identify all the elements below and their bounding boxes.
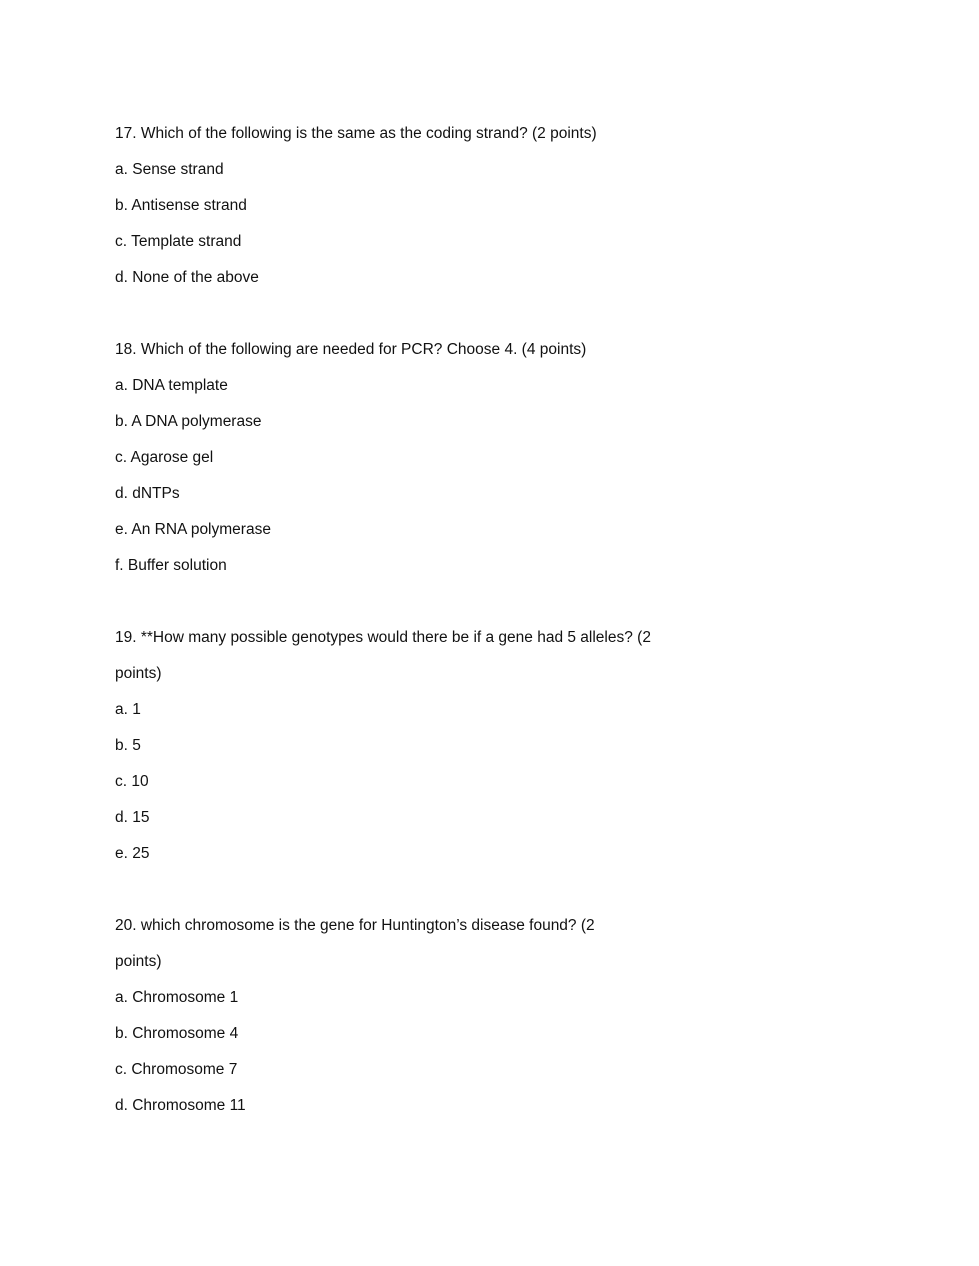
option-19a: a. 1 xyxy=(115,701,141,718)
option-18c: c. Agarose gel xyxy=(115,449,214,466)
option-19b: b. 5 xyxy=(115,737,141,754)
spacer xyxy=(115,872,715,908)
option-17b: b. Antisense strand xyxy=(115,197,247,214)
option-18d: d. dNTPs xyxy=(115,485,180,502)
question-19-text: 19. **How many possible genotypes would there be if a gene had 5 alleles? (2 xyxy=(115,629,651,646)
option-18e: e. An RNA polymerase xyxy=(115,521,271,538)
option-19d: d. 15 xyxy=(115,809,150,826)
question-20-text: 20. which chromosome is the gene for Huntington’s disease found? (2 xyxy=(115,917,595,934)
question-17-text: 17. Which of the following is the same as the coding strand? (2 points) xyxy=(115,125,597,142)
question-18-text: 18. Which of the following are needed for PCR? Choose 4. (4 points) xyxy=(115,341,587,358)
option-17c: c. Template strand xyxy=(115,233,242,250)
option-18a: a. DNA template xyxy=(115,377,228,394)
option-17d: d. None of the above xyxy=(115,269,259,286)
option-18f: f. Buffer solution xyxy=(115,557,227,574)
option-20a: a. Chromosome 1 xyxy=(115,989,239,1006)
question-19-text-continued: points) xyxy=(115,665,162,682)
option-19c: c. 10 xyxy=(115,773,149,790)
spacer xyxy=(115,584,715,620)
question-18 xyxy=(115,332,715,584)
spacer xyxy=(115,296,715,332)
option-18b: b. A DNA polymerase xyxy=(115,413,262,430)
document-page xyxy=(115,116,715,1124)
option-19e: e. 25 xyxy=(115,845,150,862)
question-20-text-continued: points) xyxy=(115,953,162,970)
question-20 xyxy=(115,908,715,1124)
option-20b: b. Chromosome 4 xyxy=(115,1025,239,1042)
option-17a: a. Sense strand xyxy=(115,161,224,178)
question-17 xyxy=(115,116,715,296)
option-20d: d. Chromosome 11 xyxy=(115,1097,246,1114)
option-20c: c. Chromosome 7 xyxy=(115,1061,238,1078)
question-19 xyxy=(115,620,715,872)
